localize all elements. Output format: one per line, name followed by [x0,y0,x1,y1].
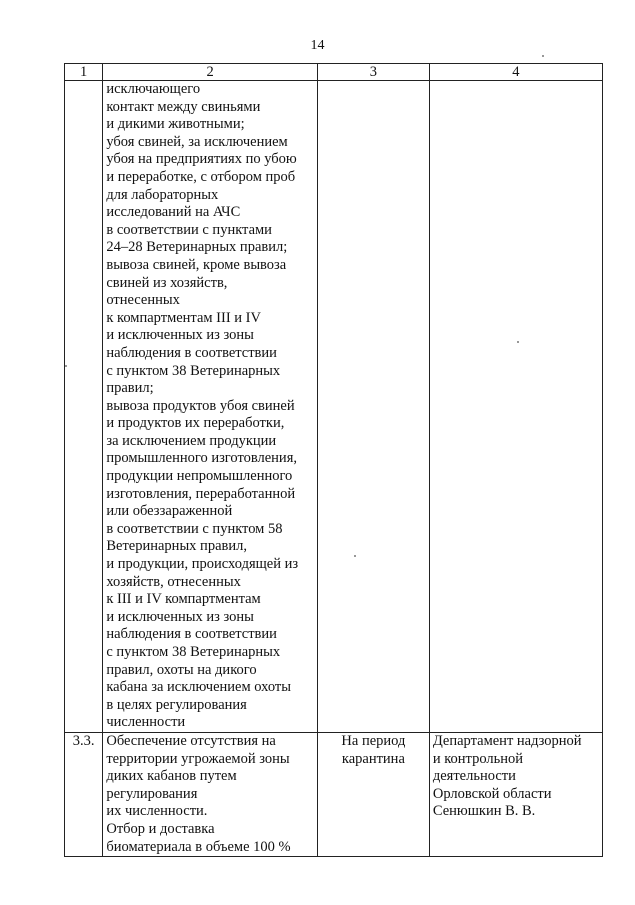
text-line: исключающего [106,81,201,97]
cell-responsible [429,732,602,856]
text-line: с пунктом 38 Ветеринарных [106,644,281,660]
text-line: наблюдения в соответствии [106,626,277,643]
measures-table [64,63,603,857]
header-cell-3: 3 [317,64,429,81]
text-line: и продуктов их переработки, [106,415,285,432]
text-line: убоя на предприятиях по убою [106,151,297,168]
text-line: Орловской области [432,785,552,802]
cell-period-empty [317,81,429,733]
cell-number: 3.3. [65,732,103,856]
responsible-text [433,733,599,821]
page-number: 14 [310,38,325,53]
scan-speck [517,341,519,343]
text-line: Сенюшкин В. В. [432,803,536,820]
text-line: Департамент надзорной [432,732,582,749]
text-line: деятельности [432,768,516,785]
text-line: и исключенных из зоны [106,608,254,625]
scan-speck [354,555,356,557]
table-row-3-3 [65,732,603,856]
text-line: с пунктом 38 Ветеринарных [106,362,281,379]
text-line: продукции непромышленного [106,468,293,485]
text-line: вывоза свиней, кроме вывоза [106,256,287,273]
text-line: исследований на АЧС [106,204,241,221]
text-line: карантина [341,750,405,767]
header-cell-2: 2 [103,64,318,81]
text-line: кабана за исключением охоты [106,679,291,696]
text-line: диких кабанов путем [106,768,237,785]
cell-measure [103,732,318,856]
text-line: и исключенных из зоны [106,327,254,344]
measure-text [106,81,314,732]
text-line: за исключением продукции [106,432,277,449]
text-line: к III и IV компартментам [106,591,261,608]
text-line: для лабораторных [106,186,219,203]
text-line: наблюдения в соответствии [106,344,277,361]
header-cell-4: 4 [429,64,602,81]
text-line: численности [106,714,186,731]
text-line: изготовления, переработанной [106,485,296,502]
text-line: свиней из хозяйств, [106,274,228,291]
text-line: На период [341,732,406,749]
header-cell-1: 1 [65,64,103,81]
text-line: отнесенных [106,292,180,309]
text-line: в целях регулирования [106,696,247,713]
text-line: регулирования [106,785,198,802]
text-line: Обеспечение отсутствия на [106,732,276,749]
measure-text [106,733,314,856]
text-line: промышленного изготовления, [106,450,297,467]
text-line: их численности. [106,803,208,820]
text-line: правил, охоты на дикого [106,661,257,678]
table-row-continuation [65,81,603,733]
text-line: биоматериала в объеме 100 % [106,838,291,855]
cell-responsible-empty [429,81,602,733]
cell-period [317,732,429,856]
scan-speck [542,55,544,57]
text-line: 24–28 Ветеринарных правил; [106,239,288,256]
text-line: в соответствии с пунктом 58 [106,520,283,537]
text-line: вывоза продуктов убоя свиней [106,397,295,414]
text-line: Ветеринарных правил, [106,538,247,555]
text-line: убоя свиней, за исключением [106,133,288,150]
text-line: хозяйств, отнесенных [106,573,241,590]
scan-speck [65,365,67,367]
text-line: и переработке, с отбором проб [106,168,296,185]
table-header-row [65,64,603,81]
text-line: территории угрожаемой зоны [106,750,290,767]
cell-number-empty [65,81,103,733]
text-line: или обеззараженной [106,503,233,520]
text-line: контакт между свиньями [106,98,261,115]
text-line: правил; [106,380,154,397]
text-line: Отбор и доставка [106,820,215,837]
period-text [321,733,426,768]
text-line: и продукции, происходящей из [106,556,299,573]
text-line: в соответствии с пунктами [106,221,272,238]
cell-measure-continuation [103,81,318,733]
text-line: и контрольной [432,750,524,767]
text-line: к компартментам III и IV [106,309,261,326]
text-line: и дикими животными; [106,116,245,133]
